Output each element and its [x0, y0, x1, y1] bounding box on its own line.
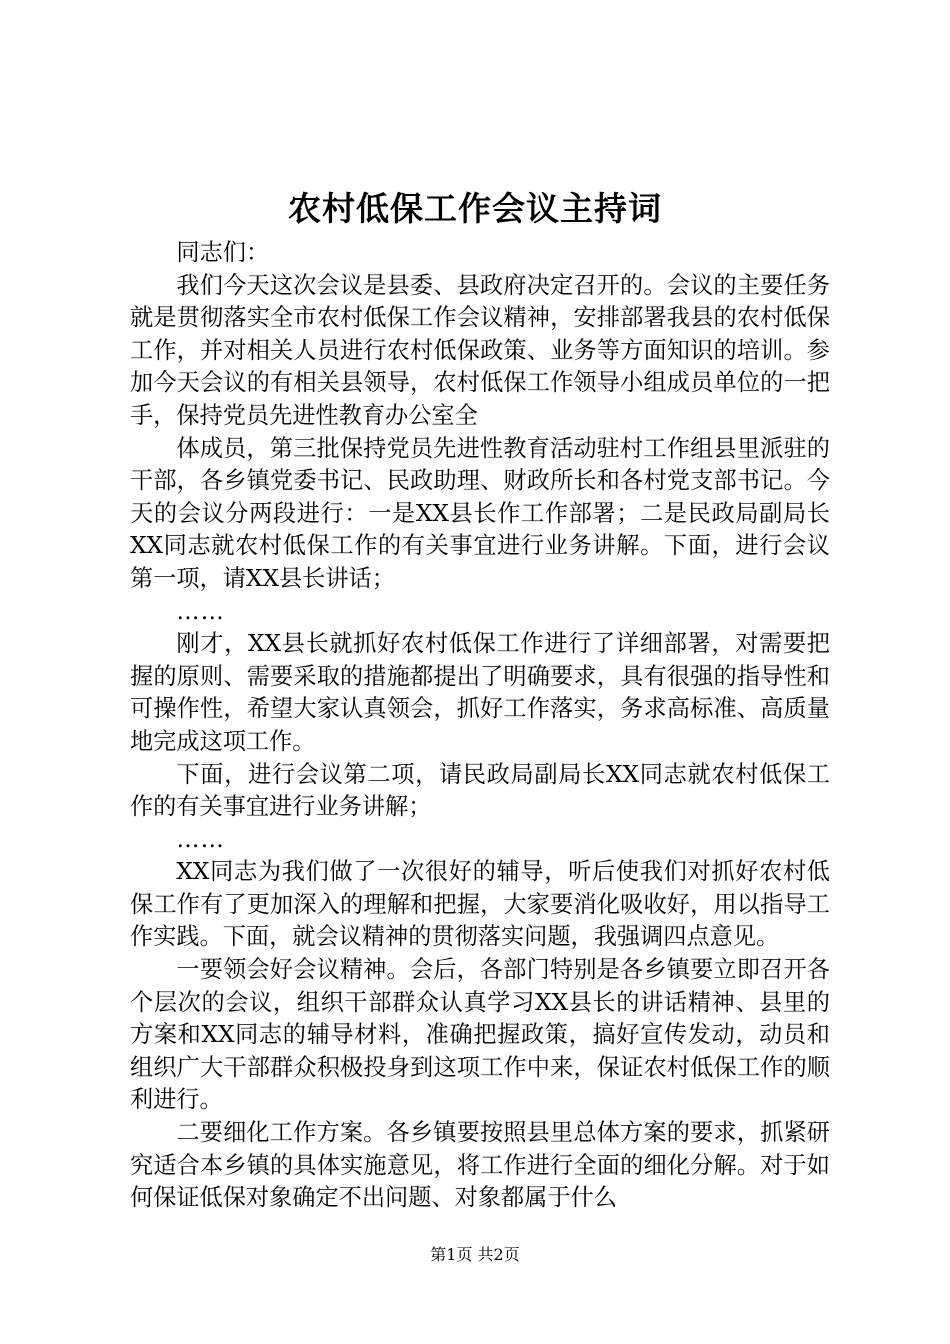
- paragraph: 我们今天这次会议是县委、县政府决定召开的。会议的主要任务就是贯彻落实全市农村低保工作会议精神，安排部署我县的农村低保工作，并对相关人员进行农村低保政策、业务等方面知识的培训。参加今天会议的有相关县领导，农村低保工作领导小组成员单位的一把手，保持党员先进性教育办公室全: [130, 271, 830, 429]
- ellipsis: ……: [176, 825, 225, 853]
- ellipsis: ……: [176, 597, 225, 625]
- page-indicator: 第1页 共2页: [430, 1245, 520, 1264]
- document-body: [130, 237, 830, 1215]
- document-title: 农村低保工作会议主持词: [288, 189, 662, 228]
- paragraph: 下面，进行会议第二项，请民政局副局长XX同志就农村低保工作的有关事宜进行业务讲解；: [130, 760, 830, 821]
- paragraph: XX同志为我们做了一次很好的辅导，听后使我们对抓好农村低保工作有了更加深入的理解和把握，大家要消化吸收好，用以指导工作实践。下面，就会议精神的贯彻落实问题，我强调四点意见。: [130, 858, 830, 951]
- paragraph: 体成员，第三批保持党员先进性教育活动驻村工作组县里派驻的干部，各乡镇党委书记、民政助理、财政所长和各村党支部书记。今天的会议分两段进行：一是XX县长作工作部署；二是民政局副局长XX同志就农村低保工作的有关事宜进行业务讲解。下面，进行会议第一项，请XX县长讲话；: [130, 434, 830, 592]
- salutation: 同志们：: [176, 239, 270, 266]
- paragraph: 二要细化工作方案。各乡镇要按照县里总体方案的要求，抓紧研究适合本乡镇的具体实施意见，将工作进行全面的细化分解。对于如何保证低保对象确定不出问题、对象都属于什么: [130, 1119, 830, 1212]
- paragraph: 刚才，XX县长就抓好农村低保工作进行了详细部署，对需要把握的原则、需要采取的措施都提出了明确要求，具有很强的指导性和可操作性，希望大家认真领会，抓好工作落实，务求高标准、高质量地完成这项工作。: [130, 630, 830, 755]
- paragraph: 一要领会好会议精神。会后，各部门特别是各乡镇要立即召开各个层次的会议，组织干部群众认真学习XX县长的讲话精神、县里的方案和XX同志的辅导材料，准确把握政策，搞好宣传发动，动员和组织广大干部群众积极投身到这项工作中来，保证农村低保工作的顺利进行。: [130, 956, 830, 1114]
